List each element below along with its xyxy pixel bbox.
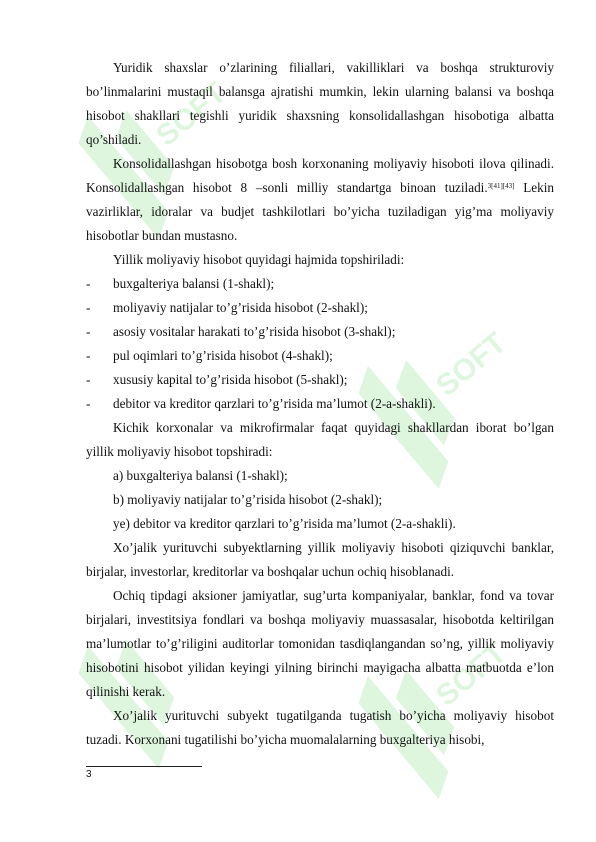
list-dash: -: [86, 396, 91, 411]
paragraph: Xo’jalik yurituvchi subyektlarning yillik moliyaviy hisoboti qiziquvchi banklar, birjalar, investorlar, kreditorlar va boshqalar uchun ochiq hisoblanadi.: [86, 540, 554, 579]
watermark-text: SOFT: [430, 636, 513, 713]
list-dash: -: [86, 276, 91, 291]
list-item: b) moliyaviy natijalar to’g’risida hisobot (2-shakl);: [113, 492, 383, 507]
footnote-reference[interactable]: 3[41][43]: [487, 182, 515, 190]
list-item-text: buxgalteriya balansi (1-shakl);: [113, 276, 275, 291]
list-item: [86, 344, 554, 368]
list-dash: -: [86, 300, 91, 315]
paragraph-text: Konsolidallashgan hisobotga bosh korxonaning moliyaviy hisoboti ilova qilinadi. Konsolidallashgan hisobot 8 –sonli milliy standartga binoan tuziladi.: [86, 156, 554, 195]
list-item: [86, 392, 554, 416]
list-item-text: debitor va kreditor qarzlari to’g’risida ma’lumot (2-a-shakli).: [113, 396, 436, 411]
list-item-text: moliyaviy natijalar to’g’risida hisobot (2-shakl);: [113, 300, 368, 315]
list-item: [86, 296, 554, 320]
watermark-text: SOFT: [430, 326, 513, 403]
paragraph: [86, 152, 554, 248]
paragraph: Yillik moliyaviy hisobot quyidagi hajmida topshiriladi:: [113, 252, 405, 267]
list-item-text: pul oqimlari to’g’risida hisobot (4-shakl);: [113, 348, 333, 363]
paragraph: Ochiq tipdagi aksioner jamiyatlar, sug’urta kompaniyalar, banklar, fond va tovar birjalari, investitsiya fondlari va boshqa moliyaviy muassasalar, hisobotda keltirilgan ma’lumotlar to’g’riligini auditorlar tomonidan tasdiqlangandan so’ng, yillik moliyaviy hisobotini hisobot yilidan keyingi yilning birinchi mayigacha albatta matbuotda e’lon qilinishi kerak.: [86, 588, 554, 699]
list-item: [86, 272, 554, 296]
footnote-separator: [86, 766, 202, 767]
paragraph: Yuridik shaxslar o’zlarining filiallari, vakilliklari va boshqa strukturoviy bo’linmalarini mustaqil balansga ajratishi mumkin, lekin ularning balansi va boshqa hisobot shakllari tegishli yuridik shaxsning konsolidallashgan hisobotiga albatta qo’shiladi.: [86, 60, 554, 147]
watermark-text: SOFT: [150, 76, 233, 153]
list-dash: -: [86, 348, 91, 363]
list-item: [86, 368, 554, 392]
list-dash: -: [86, 324, 91, 339]
document-body: [86, 56, 554, 752]
paragraph: Kichik korxonalar va mikrofirmalar faqat quyidagi shakllardan iborat bo’lgan yillik moliyaviy hisobot topshiradi:: [86, 420, 554, 459]
paragraph: Xo’jalik yurituvchi subyekt tugatilganda tugatish bo’yicha moliyaviy hisobot tuzadi. Korxonani tugatilishi bo’yicha muomalalarning buxgalteriya hisobi,: [86, 708, 554, 747]
list-item: a) buxgalteriya balansi (1-shakl);: [113, 468, 288, 483]
list-item-text: asosiy vositalar harakati to’g’risida hisobot (3-shakl);: [113, 324, 396, 339]
list-item: ye) debitor va kreditor qarzlari to’g’risida ma’lumot (2-a-shakli).: [113, 516, 456, 531]
list-item-text: xususiy kapital to’g’risida hisobot (5-shakl);: [113, 372, 348, 387]
list-item: [86, 320, 554, 344]
paragraph-text: Lekin vazirliklar, idoralar va budjet tashkilotlari bo’yicha tuziladigan yig’ma moliyaviy hisobotlar bundan mustasno.: [86, 180, 554, 243]
footnote-number: 3: [86, 769, 92, 780]
list-dash: -: [86, 372, 91, 387]
